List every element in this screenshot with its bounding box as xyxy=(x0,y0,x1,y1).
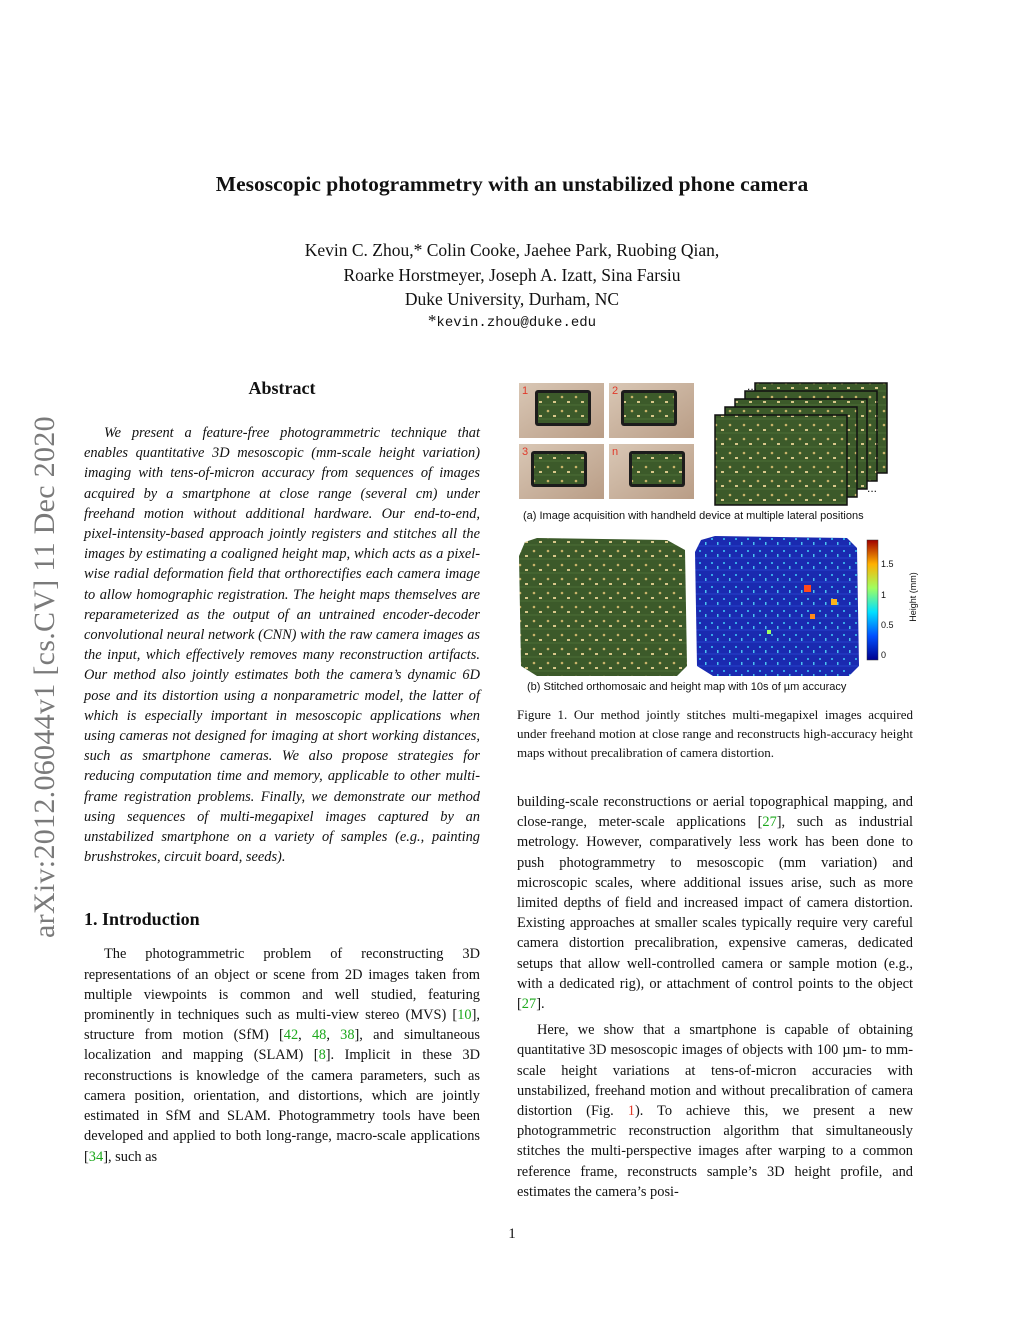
text-run: ], structure from motion (SfM) [ xyxy=(84,1007,480,1044)
intro-paragraph-1 xyxy=(84,944,480,1166)
authors-line-1: Kevin C. Zhou,* Colin Cooke, Jaehee Park, Ruobing Qian, xyxy=(304,240,720,260)
intro-paragraph-3 xyxy=(517,1020,913,1202)
authors-line-2: Roarke Horstmeyer, Joseph A. Izatt, Sina Farsiu xyxy=(343,264,681,285)
citation-link[interactable]: 27 xyxy=(762,814,777,831)
colorbar-tick-0: 0 xyxy=(881,650,887,660)
text-run: ], such as xyxy=(103,1148,158,1165)
citation-link[interactable]: 27 xyxy=(521,996,537,1013)
citation-link[interactable]: 8 xyxy=(318,1047,326,1064)
acquisition-photo-1 xyxy=(519,383,604,438)
acquisition-photo-3 xyxy=(519,444,604,499)
intro-paragraph-2 xyxy=(517,792,913,1014)
page-number: 1 xyxy=(508,1226,516,1242)
text-run: ], and simultaneous localization and mapping (SLAM) [ xyxy=(84,1027,480,1064)
abstract-text: We present a feature-free photogrammetric technique that enables quantitative 3D mesoscopic (mm-scale height variation) imaging with tens-of-micron accuracy from sequences of images acquired by a smartphone at close range (several cm) under freehand motion without additional hardware. Our end-to-end, pixel-intensity-based approach jointly registers and stitches all the images by estimating a coaligned height map, which acts as a pixel-wise radial deformation field that orthorectifies each camera image to allow homographic registration. The height maps themselves are reparameterized as the output of an untrained encoder-decoder convolutional neural network (CNN) with the raw camera images as the input, which effectively removes many reconstruction artifacts. Our method also jointly estimates both the camera’s dynamic 6D pose and its distortion using a nonparametric model, the latter of which is especially important in mesoscopic applications when using cameras not designed for imaging at short working distances, such as smartphone cameras. We also propose strategies for reducing computation time and memory, applicable to other multi-frame registration problems. Finally, we demonstrate our method using sequences of multi-megapixel images captured by an unstabilized smartphone on a variety of samples (e.g., painting brushstrokes, circuit board, seeds). xyxy=(84,425,480,866)
colorbar-tick-1-5: 1.5 xyxy=(881,559,894,569)
colorbar xyxy=(867,540,878,660)
paper-title: Mesoscopic photogrammetry with an unstabilized phone camera xyxy=(215,172,809,196)
text-run: ]. xyxy=(536,996,545,1013)
section-heading-introduction: 1. Introduction xyxy=(84,909,200,930)
panel-label-n: n xyxy=(612,446,619,458)
stack-ellipsis-bottom: ... xyxy=(867,481,878,495)
colorbar-axis-label: Height (mm) xyxy=(908,572,918,622)
right-column-text xyxy=(517,792,913,1202)
citation-link[interactable]: 38 xyxy=(340,1027,355,1044)
figure-link[interactable]: 1 xyxy=(627,1103,635,1120)
panel-label-3: 3 xyxy=(522,446,529,458)
subcaption-b: (b) Stitched orthomosaic and height map with 10s of µm accuracy xyxy=(527,681,847,693)
stitched-orthomosaic xyxy=(519,538,687,676)
subcaption-a: (a) Image acquisition with handheld device at multiple lateral positions xyxy=(523,510,864,522)
figure-1 xyxy=(517,380,918,705)
right-column xyxy=(517,380,918,762)
text-run: ]. Implicit in these 3D reconstructions is knowledge of the camera parameters, such as camera position, orientation, and distortions, which are jointly estimated in SfM and SLAM. Photogrammetry tools have been developed and applied to both long-range, macro-scale applications [ xyxy=(84,1047,480,1165)
email: kevin.zhou@duke.edu xyxy=(436,315,597,331)
stack-ellipsis-top: ... xyxy=(747,380,758,393)
colorbar-tick-1: 1 xyxy=(881,590,887,600)
acquisition-photo-2 xyxy=(609,383,694,438)
text-run: building-scale reconstructions or aerial topographical mapping, and close-range, meter-scale applications [ xyxy=(517,794,913,831)
citation-link[interactable]: 48 xyxy=(311,1027,327,1044)
citation-link[interactable]: 42 xyxy=(283,1027,299,1044)
email-star: * xyxy=(427,311,437,330)
panel-label-2: 2 xyxy=(612,385,619,397)
height-map xyxy=(695,536,859,676)
citation-link[interactable]: 10 xyxy=(457,1007,472,1024)
left-column xyxy=(84,378,480,1167)
text-run: , xyxy=(298,1027,312,1044)
colorbar-tick-0-5: 0.5 xyxy=(881,620,894,630)
text-run: The photogrammetric problem of reconstructing 3D representations of an object or scene from 2D images taken from multiple viewpoints is common and well studied, featuring prominently in techniques such as multi-view stereo (MVS) [ xyxy=(84,946,480,1024)
author-block xyxy=(0,238,1024,312)
panel-label-1: 1 xyxy=(522,385,529,397)
figure-caption: Figure 1. Our method jointly stitches multi-megapixel images acquired under freehand motion at close range and reconstructs high-accuracy height maps without precalibration of camera distortion. xyxy=(517,707,913,760)
stacked-frames xyxy=(715,383,887,505)
text-run: ], such as industrial metrology. However, comparatively less work has been done to push photogrammetry to mesoscopic (mm variation) and microscopic scales, where additional issues arise, such as more limited depths of field and increased impact of camera distortion. Existing approaches at smaller scales typically require very careful camera distortion precalibration, expensive cameras, dedicated setups that allow well-controlled camera or sample motion (e.g., with a dedicated rig), or attachment of control points to the object [ xyxy=(517,814,913,1013)
text-run: Here, we show that a smartphone is capable of obtaining quantitative 3D mesoscopic images of objects with 100 µm- to mm-scale height variations at tens-of-micron accuracies with unstabilized, freehand motion and without precalibration of camera distortion (Fig. xyxy=(517,1022,913,1120)
figure-graphic xyxy=(517,380,913,705)
arxiv-stamp: arXiv:2012.06044v1 [cs.CV] 11 Dec 2020 xyxy=(28,416,61,938)
affiliation: Duke University, Durham, NC xyxy=(404,289,620,309)
email-line xyxy=(0,311,1024,331)
abstract-heading: Abstract xyxy=(248,378,316,398)
text-run: , xyxy=(326,1027,341,1044)
text-run: ). To achieve this, we present a new photogrammetric reconstruction algorithm that simultaneously stitches the multi-perspective images after warping to a common reference frame, reconstructs sample’s 3D height profile, and estimates the camera’s posi- xyxy=(517,1103,913,1200)
citation-link[interactable]: 34 xyxy=(88,1148,104,1165)
acquisition-photo-n xyxy=(609,444,694,499)
